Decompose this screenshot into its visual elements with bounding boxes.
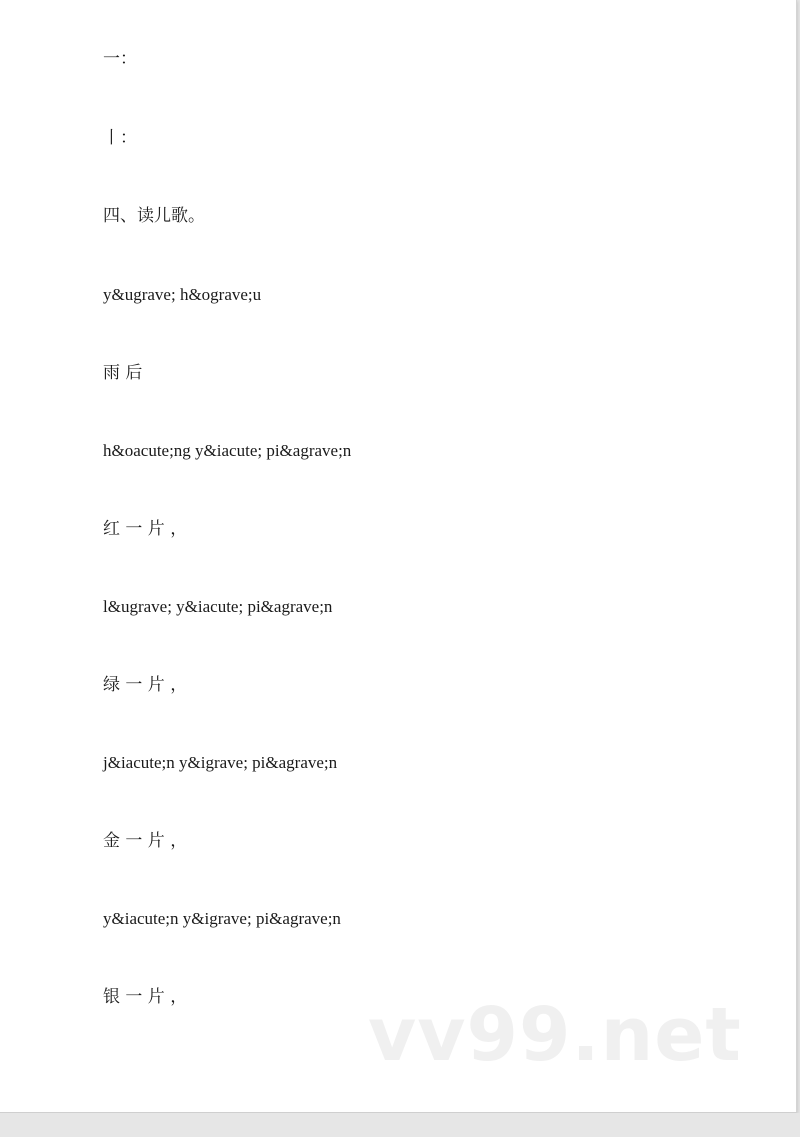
rhyme-line-silver: 银 一 片 ，: [103, 987, 188, 1007]
watermark: vv99.net: [368, 992, 742, 1078]
section-heading-read-rhyme: 四、读儿歌。: [103, 206, 205, 226]
text-line-heng: 一：: [103, 49, 137, 69]
pinyin-line-4: j&iacute;n y&igrave; pi&agrave;n: [103, 753, 338, 772]
pinyin-line-2: h&oacute;ng y&iacute; pi&agrave;n: [103, 441, 352, 460]
rhyme-line-gold: 金 一 片 ，: [103, 831, 188, 851]
pinyin-line-3: l&ugrave; y&iacute; pi&agrave;n: [103, 597, 333, 616]
pinyin-line-5: y&iacute;n y&igrave; pi&agrave;n: [103, 909, 341, 928]
pinyin-line-1: y&ugrave; h&ograve;u: [103, 285, 262, 304]
rhyme-title: 雨 后: [103, 363, 143, 383]
rhyme-line-red: 红 一 片 ，: [103, 519, 188, 539]
text-line-shu: 丨：: [103, 128, 137, 148]
rhyme-line-green: 绿 一 片 ，: [103, 675, 188, 695]
viewer-background-strip: [0, 1113, 800, 1137]
